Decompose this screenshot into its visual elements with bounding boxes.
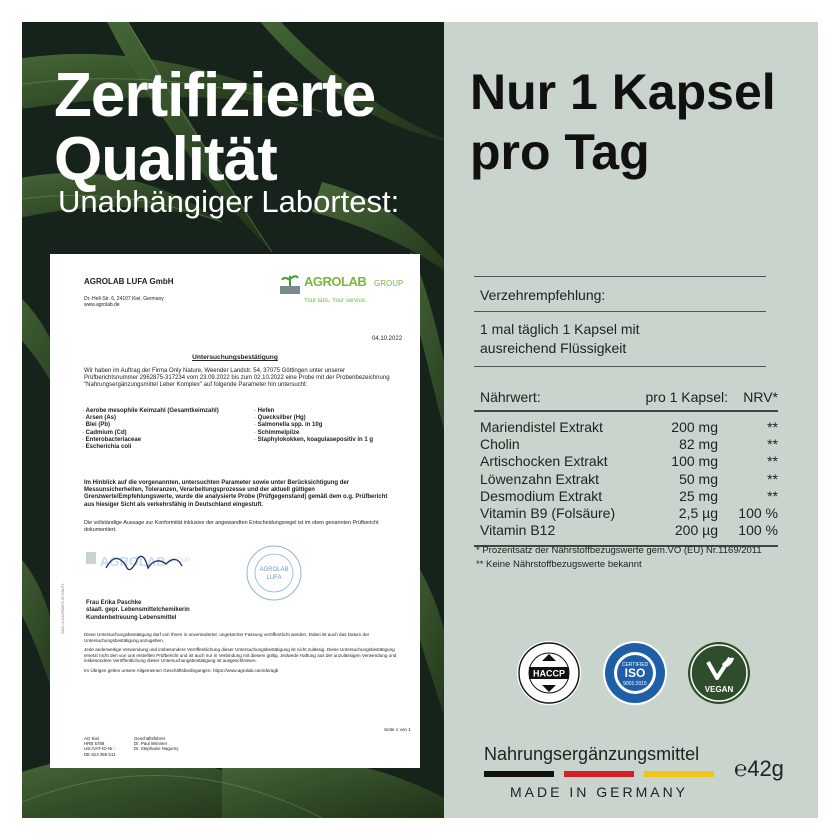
table-row: Vitamin B9 (Folsäure) 2,5 µg 100 %	[480, 505, 778, 522]
col-header-nrv: NRV*	[743, 389, 778, 405]
headline-line-2: Qualität	[54, 125, 277, 194]
doc-heading: Untersuchungsbestätigung	[192, 354, 278, 361]
doc-signer	[86, 600, 190, 622]
made-in-germany: MADE IN GERMANY	[510, 784, 689, 800]
param-item: · Staphylokokken, koagulasepositiv in 1 g	[254, 436, 374, 443]
svg-text:ISO: ISO	[624, 666, 646, 680]
subheadline: Unabhängiger Labortest:	[58, 184, 400, 219]
table-row: Cholin 82 mg **	[480, 435, 778, 452]
doc-page-number: Seite 1 von 1	[384, 727, 411, 732]
doc-website: www.agrolab.de	[84, 302, 120, 308]
title-line-2: pro Tag	[470, 124, 650, 180]
doc-company: AGROLAB LUFA GmbH	[84, 277, 174, 286]
left-panel	[22, 22, 444, 818]
title-line-1: Nur 1 Kapsel	[470, 64, 776, 120]
params-right-col	[254, 408, 414, 444]
lab-stamp	[245, 544, 303, 602]
param-item: · Salmonella spp. in 10g	[254, 422, 323, 429]
param-item: · Aerobe mesophile Keimzahl (Gesamtkeimzahl)	[82, 408, 219, 414]
param-item: · Escherichia coli	[82, 444, 132, 451]
right-panel	[444, 22, 818, 818]
stamp-icon	[245, 544, 303, 602]
col-header-amount: pro 1 Kapsel:	[645, 389, 728, 405]
table-row: Vitamin B12 200 µg 100 %	[480, 522, 778, 539]
svg-text:9001:2015: 9001:2015	[623, 681, 647, 687]
net-weight: ℮42g	[734, 756, 784, 781]
svg-text:VEGAN: VEGAN	[704, 685, 734, 694]
doc-date: 04.10.2022	[372, 336, 403, 342]
doc-fine-print	[84, 632, 404, 674]
fine-print-2: Jede anderweitige Verwendung und insbesondere Veröffentlichung dieser Untersuchungsbestätigung ist nicht zulässig. Diese Untersuchungsbestätigung ersetzt nicht den von uns erstellten Prüfbericht und ist auch nur in Verbindung mit diesem gültig. Jedwede Haftung aus der unzulässigen Verwendung und insbesondere Veröffentlichung dieser Untersuchungsbestätigung ist ausgeschlossen.	[84, 647, 397, 664]
doc-conclusion: Im Hinblick auf die vorgenannten, untersuchten Parameter sowie unter Berücksichtigung der Messunsicherheiten, Toleranzen, Verarbeitungsprozesse und der aktuell gültigen Grenzwerte/Empfehlungswerte, wurde die analysierte Probe (Prüfgegenstand) gemäß dem o.g. Prüfbericht aus hiesiger Sicht als verkehrsfähig in Deutschland eingestuft.	[84, 480, 388, 508]
table-row: Artischocken Extrakt 100 mg **	[480, 453, 778, 470]
svg-text:CERTIFIED: CERTIFIED	[621, 662, 649, 668]
lab-certificate	[50, 254, 420, 768]
dosage-box	[474, 276, 766, 367]
signature-over-logo	[86, 548, 226, 588]
haccp-icon	[516, 640, 582, 706]
footer-col-mid: Geschäftsführer Dr. Paul Wimmer Dr. Stephanie Nagorny	[134, 736, 179, 752]
nutrition-table	[474, 384, 778, 547]
nutrition-header	[474, 384, 778, 412]
svg-text:GROUP: GROUP	[168, 558, 191, 564]
iso-icon	[602, 640, 668, 706]
signer-dept: Kundenbetreuung Lebensmittel	[86, 614, 177, 621]
iso-badge	[602, 640, 668, 706]
fine-print-1: Diese Untersuchungsbestätigung darf von Ihnen in unveränderter, ungekürzter Fassung veröffentlicht werden. Dabei ist auch das Datum der Untersuchungsbestätigung anzugeben.	[84, 632, 370, 643]
agrolab-plant-icon	[278, 272, 302, 296]
vegan-badge	[686, 640, 752, 706]
params-left-col	[82, 408, 242, 451]
flag-stripe-gold	[644, 771, 714, 777]
agrolab-tagline: Your labs. Your service.	[304, 298, 367, 304]
doc-conformity: Die vollständige Aussage zur Konformität inklusive der angewandten Entscheidungsregel ist im oben genannten Prüfbericht dokumentiert.	[84, 520, 379, 533]
doc-side-id: 2022-10-04/2962875-317234-P1	[61, 583, 65, 634]
svg-text:AGROLAB: AGROLAB	[100, 554, 166, 569]
dosage-title	[470, 62, 776, 182]
footnote-2: ** Keine Nährstoffbezugswerte bekannt	[476, 559, 642, 570]
param-item: · Arsen (As)	[82, 415, 117, 422]
headline-line-1: Zertifizierte	[54, 61, 376, 130]
supplement-label: Nahrungsergänzungsmittel	[484, 744, 700, 764]
table-footnotes	[476, 544, 762, 572]
vegan-icon	[686, 640, 752, 706]
table-row: Desmodium Extrakt 25 mg **	[480, 487, 778, 504]
param-item: · Quecksilber (Hg)	[254, 415, 306, 422]
headline	[54, 61, 376, 194]
param-item: · Blei (Pb)	[82, 422, 111, 429]
svg-text:AGROLAB: AGROLAB	[259, 567, 289, 573]
doc-intro: Wir haben im Auftrag der Firma Only Nature, Weender Landstr. 54, 37075 Göttingen unter unserer Prüfberichtsnummer 2962875-317234 vom 23.09.2022 bis zum 02.10.2022 eine Probe mit der Probenbezeichnung "Nahrungsergänzungsmittel Leber Komplex" auf folgende Parameter hin untersucht:	[84, 368, 390, 388]
param-item: · Enterobacteriaceae	[82, 436, 142, 443]
footer-col-left: AG Kiel HRB 5788 Ust./VAT-ID-Nr.: DE 813 356 511	[84, 736, 116, 757]
footnote-1: * Prozentsatz der Nährstoffbezugswerte gem.VO (EU) Nr.1169/2011	[476, 545, 762, 556]
signer-title: staatl. gepr. Lebensmittelchemikerin	[86, 607, 190, 614]
agrolab-group: GROUP	[374, 279, 404, 288]
table-row: Mariendistel Extrakt 200 mg **	[480, 418, 778, 435]
haccp-badge	[516, 640, 582, 706]
param-item: · Hefen	[254, 408, 275, 414]
param-item: · Schimmelpilze	[254, 429, 300, 436]
flag-stripe-red	[564, 771, 634, 777]
signature-icon	[86, 548, 226, 588]
germany-flag-stripes	[484, 771, 716, 777]
signer-name: Frau Erika Paschke	[86, 600, 142, 606]
doc-address-line: Dr.-Hell-Str. 6, 24107 Kiel, Germany	[84, 296, 164, 302]
agrolab-logo	[278, 272, 408, 312]
fine-print-3: Im Übrigen gelten unsere Allgemeinen Geschäftsbedingungen: https://www.agrolab.com/de/agb	[84, 667, 279, 673]
param-item: · Cadmium (Cd)	[82, 429, 127, 436]
dosage-label: Verzehrempfehlung:	[474, 277, 766, 312]
agrolab-brand: AGROLAB	[304, 274, 367, 289]
col-header-name: Nährwert:	[480, 389, 541, 405]
dosage-value: 1 mal täglich 1 Kapsel mit ausreichend Flüssigkeit	[480, 321, 640, 356]
doc-footer	[84, 736, 384, 757]
svg-text:HACCP: HACCP	[532, 668, 566, 679]
svg-text:LUFA: LUFA	[266, 575, 282, 581]
flag-stripe-black	[484, 771, 554, 777]
doc-address	[84, 296, 164, 308]
table-row: Löwenzahn Extrakt 50 mg **	[480, 470, 778, 487]
